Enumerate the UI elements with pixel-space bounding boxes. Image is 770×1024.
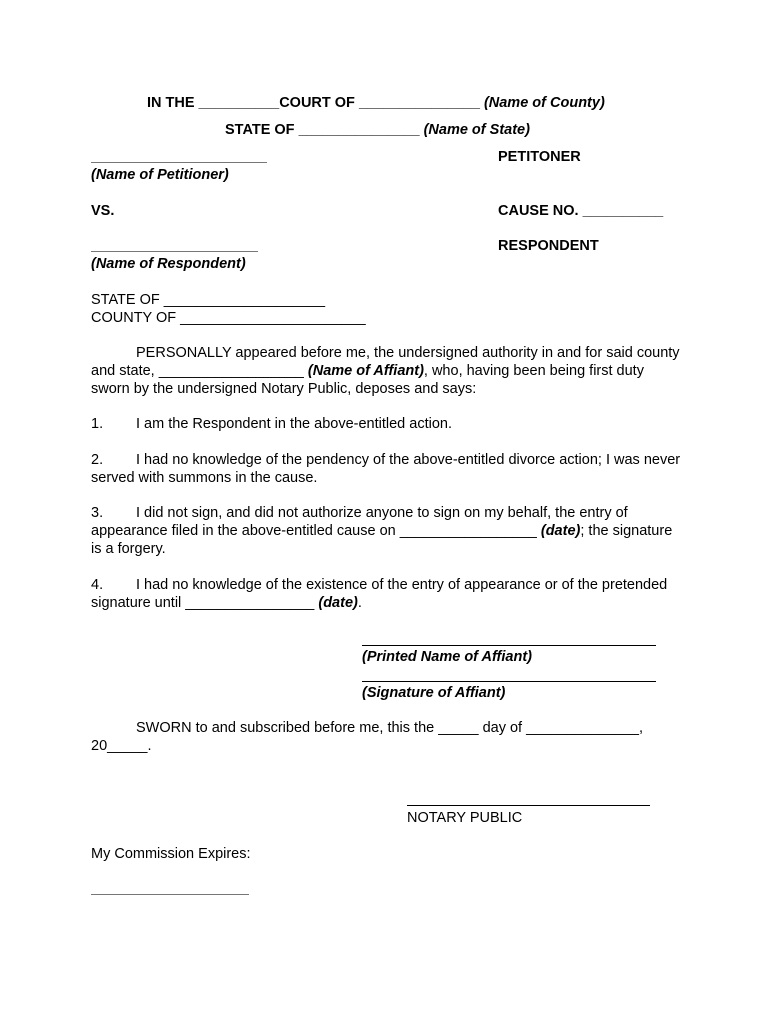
printed-name-label: (Printed Name of Affiant) — [362, 649, 532, 665]
date-placeholder: (date) — [318, 595, 358, 611]
state-line — [225, 121, 530, 139]
item-text: I am the Respondent in the above-entitled action. — [136, 416, 452, 432]
item-1 — [91, 415, 681, 433]
petitioner-name-rule — [91, 162, 267, 163]
respondent-name: (Name of Respondent) — [91, 256, 246, 272]
commission-date-rule — [91, 894, 249, 895]
sworn-paragraph — [91, 719, 681, 755]
venue-county: COUNTY OF _______________________ — [91, 310, 366, 326]
item-2 — [91, 451, 681, 487]
sworn-text: SWORN to and subscribed before me, this the _____ day of ______________, 20_____. — [91, 720, 644, 754]
item-number: 1. — [91, 416, 104, 432]
item-number: 4. — [91, 577, 104, 593]
item-text-end: . — [357, 595, 362, 611]
cause-number: CAUSE NO. __________ — [498, 203, 664, 219]
venue-state: STATE OF ____________________ — [91, 292, 326, 308]
county-placeholder: (Name of County) — [483, 95, 605, 111]
intro-text-1: PERSONALLY appeared before me, the undersigned authority in and for said county and state, __________________ — [91, 345, 680, 379]
versus-label: VS. — [91, 203, 115, 219]
intro-paragraph — [91, 344, 681, 398]
date-placeholder: (date) — [540, 523, 581, 539]
respondent-name-rule — [91, 251, 258, 252]
item-number: 2. — [91, 452, 104, 468]
affiant-placeholder: (Name of Affiant) — [307, 363, 424, 379]
notary-signature-line — [407, 805, 650, 806]
item-text-end: ; the signature is a forgery. — [91, 523, 673, 557]
court-line-text: IN THE __________COURT OF _______________ — [147, 95, 480, 111]
state-line-text: STATE OF _______________ — [225, 122, 420, 138]
item-4 — [91, 576, 681, 612]
state-placeholder: (Name of State) — [423, 122, 530, 138]
intro-text-2: , who, having been being first duty sworn by the undersigned Notary Public, deposes and says: — [91, 363, 644, 397]
petitioner-label: PETITONER — [498, 149, 581, 165]
item-text: I had no knowledge of the existence of the entry of appearance or of the pretended signature until ________________ — [91, 577, 668, 611]
court-line — [147, 94, 605, 112]
petitioner-name: (Name of Petitioner) — [91, 167, 229, 183]
respondent-label: RESPONDENT — [498, 238, 599, 254]
item-text: I did not sign, and did not authorize anyone to sign on my behalf, the entry of appearance filed in the above-entitled cause on _________________ — [91, 505, 628, 539]
commission-expires-label: My Commission Expires: — [91, 846, 251, 862]
item-3 — [91, 504, 681, 558]
signature-label: (Signature of Affiant) — [362, 685, 506, 701]
signature-line — [362, 681, 656, 682]
item-number: 3. — [91, 505, 104, 521]
printed-name-line — [362, 645, 656, 646]
notary-label: NOTARY PUBLIC — [407, 810, 523, 826]
item-text: I had no knowledge of the pendency of the above-entitled divorce action; I was never served with summons in the cause. — [91, 452, 681, 486]
